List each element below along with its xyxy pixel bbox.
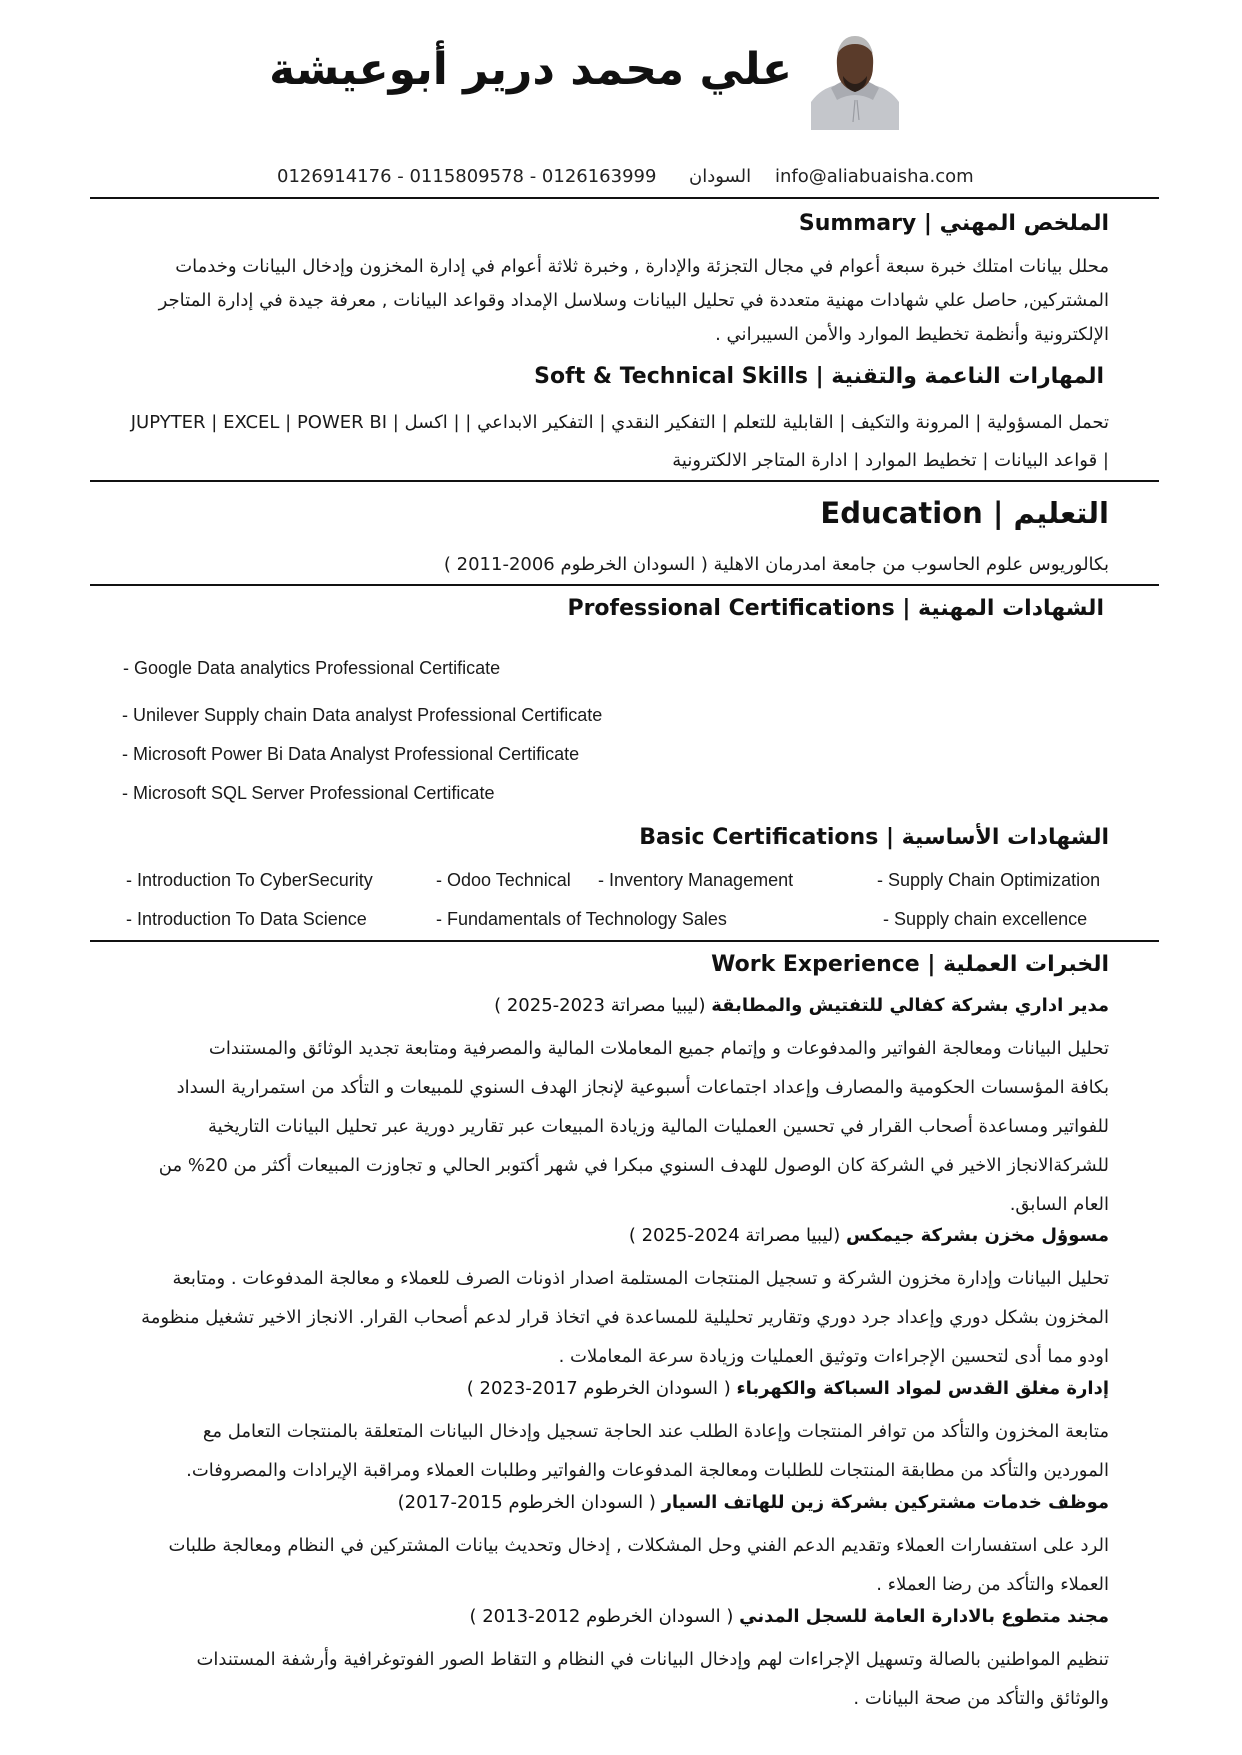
job-title-row [494, 995, 1109, 1016]
job-description-line: للشركةالانجاز الاخير في الشركة كان الوصول للهدف السنوي مبكرا في شهر أكتوبر الحالي و تجاوزت المبيعات أكثر من 20% من [158, 1155, 1109, 1176]
job-title-row [467, 1378, 1109, 1399]
job-location-dates: (ليبيا مصراتة 2023-2025 ) [494, 995, 712, 1016]
basic-certifications-heading: الشهادات الأساسية | Basic Certifications [639, 825, 1109, 850]
job-location-dates: (ليبيا مصراتة 2024-2025 ) [628, 1225, 846, 1246]
candidate-name: علي محمد درير أبوعيشة [269, 44, 792, 95]
job-description-line: اودو مما أدى لتحسين الإجراءات وتوثيق العمليات وزيادة سرعة المعاملات . [558, 1346, 1109, 1367]
professional-certifications-heading: الشهادات المهنية | Professional Certifications [567, 596, 1104, 621]
basic-certification-item: - Introduction To Data Science [126, 909, 367, 929]
job-description-line: العام السابق. [1009, 1194, 1109, 1215]
job-title: مدير اداري بشركة كفالي للتفتيش والمطابقة [711, 995, 1109, 1016]
job-location-dates: ( السودان الخرطوم 2017-2023 ) [466, 1378, 737, 1399]
summary-line: الإلكترونية وأنظمة تخطيط الموارد والأمن السيبراني . [715, 324, 1109, 345]
summary-line: المشتركين, حاصل علي شهادات مهنية متعددة في تحليل البيانات وسلاسل الإمداد وقواعد البيانات , معرفة جيدة في إدارة المتاجر [158, 290, 1109, 311]
basic-certification-item: - Fundamentals of Technology Sales [436, 909, 727, 929]
divider [90, 480, 1159, 482]
country-text: السودان [689, 166, 752, 187]
job-description-line: العملاء والتأكد من رضا العملاء . [876, 1574, 1109, 1595]
job-title-row [398, 1492, 1109, 1513]
job-description-line: الرد على استفسارات العملاء وتقديم الدعم الفني وحل المشكلات , إدخال وتحديث بيانات المشتركين في النظام ومعالجة طلبات [168, 1535, 1109, 1556]
job-title-row [469, 1606, 1109, 1627]
job-description-line: بكافة المؤسسات الحكومية والمصارف وإعداد اجتماعات أسبوعية لإنجاز الهدف السنوي للمبيعات و التأكد من استمرارية السداد [176, 1077, 1109, 1098]
job-title: مجند متطوع بالادارة العامة للسجل المدني [739, 1606, 1109, 1627]
profile-photo [811, 30, 899, 130]
certification-item: - Microsoft Power Bi Data Analyst Professional Certificate [122, 744, 580, 764]
certification-item: - Google Data analytics Professional Certificate [123, 658, 501, 678]
skills-heading: المهارات الناعمة والتقنية | Soft & Technical Skills [534, 364, 1104, 389]
divider [90, 197, 1159, 199]
job-description-line: والوثائق والتأكد من صحة البيانات . [853, 1688, 1109, 1709]
job-location-dates: ( السودان الخرطوم 2015-2017) [397, 1492, 662, 1513]
skills-line: | قواعد البيانات | تخطيط الموارد | ادارة المتاجر الالكترونية [672, 450, 1109, 471]
summary-heading: الملخص المهني | Summary [798, 211, 1109, 236]
job-title-row [629, 1225, 1109, 1246]
basic-certification-item: - Odoo Technical [436, 870, 571, 890]
basic-certification-item: - Supply Chain Optimization [877, 870, 1101, 890]
summary-line: محلل بيانات امتلك خبرة سبعة أعوام في مجال التجزئة والإدارة , وخبرة ثلاثة أعوام في إدارة المخزون وإدخال البيانات وخدمات [175, 256, 1109, 277]
job-description-line: تحليل البيانات وإدارة مخزون الشركة و تسجيل المنتجات المستلمة اصدار اذونات الصرف للعملاء و معالجة المدفوعات . ومتابعة [172, 1268, 1109, 1289]
job-title: مسوؤل مخزن بشركة جيمكس [846, 1225, 1109, 1246]
certification-item: - Unilever Supply chain Data analyst Professional Certificate [122, 705, 603, 725]
basic-certification-item: - Supply chain excellence [883, 909, 1088, 929]
job-description-line: تحليل البيانات ومعالجة الفواتير والمدفوعات و وإتمام جميع المعاملات المالية والمصرفية ومتابعة تجديد الوثائق والمستندات [208, 1038, 1109, 1059]
basic-certification-item: - Introduction To CyberSecurity [126, 870, 373, 890]
job-description-line: متابعة المخزون والتأكد من توافر المنتجات وإعادة الطلب عند الحاجة تسجيل وإدخال البيانات المتعلقة بالمنتجات التعامل مع [202, 1421, 1109, 1442]
job-title: إدارة مغلق القدس لمواد السباكة والكهرباء [736, 1378, 1109, 1399]
divider [90, 584, 1159, 586]
job-description-line: الموردين والتأكد من مطابقة المنتجات للطلبات ومعالجة المدفوعات والفواتير وطلبات العملاء ومراقبة الإيرادات والمصروفات. [186, 1460, 1109, 1481]
skills-line: JUPYTER | EXCEL | POWER BI | تحمل المسؤولية | المرونة والتكيف | القابلية للتعلم | التفكير النقدي | التفكير الابداعي | | اكسل [130, 412, 1109, 433]
divider [90, 940, 1159, 942]
basic-certification-item: - Inventory Management [598, 870, 794, 890]
job-description-line: المخزون بشكل دوري وإعداد جرد دوري وتقارير تحليلية للمساعدة في اتخاذ قرار لدعم أصحاب القرار. الانجاز الاخير تشغيل منظومة [141, 1307, 1109, 1328]
education-entry: بكالوريوس علوم الحاسوب من جامعة امدرمان الاهلية ( السودان الخرطوم 2006-2011 ) [443, 554, 1109, 575]
certification-item: - Microsoft SQL Server Professional Certificate [122, 783, 495, 803]
person-photo-icon [811, 30, 899, 130]
job-description-line: تنظيم المواطنين بالصالة وتسهيل الإجراءات لهم وإدخال البيانات في النظام و التقاط الصور الفوتوغرافية وأرشفة المستندات [196, 1649, 1109, 1670]
job-location-dates: ( السودان الخرطوم 2012-2013 ) [469, 1606, 740, 1627]
education-heading: التعليم | Education [820, 496, 1109, 530]
phone-numbers: 0126914176 - 0115809578 - 0126163999 [277, 166, 657, 187]
work-experience-heading: الخبرات العملية | Work Experience [711, 952, 1109, 977]
job-title: موظف خدمات مشتركين بشركة زين للهاتف السيار [661, 1492, 1109, 1513]
job-description-line: للفواتير ومساعدة أصحاب القرار في تحسين العمليات المالية وزيادة المبيعات عبر تقارير دورية عبر تحليل البيانات التاريخية [207, 1116, 1109, 1137]
email-link[interactable]: info@aliabuaisha.com [775, 166, 974, 187]
